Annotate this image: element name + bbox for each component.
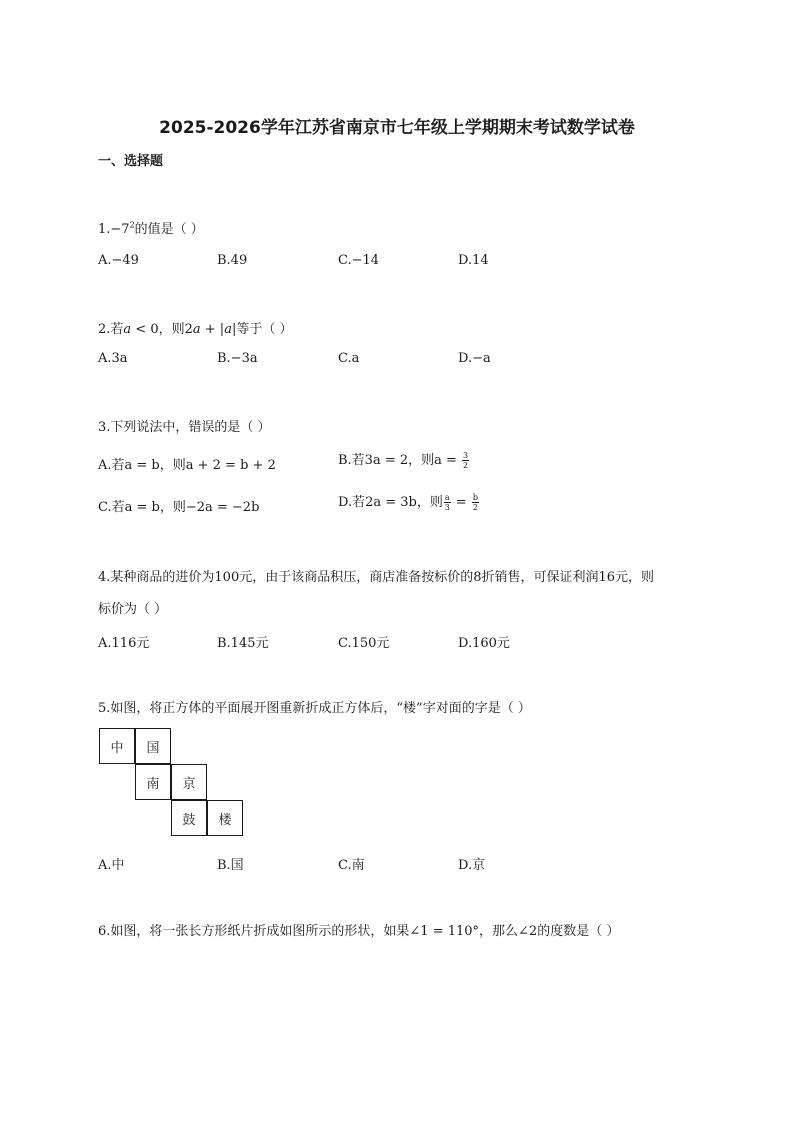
question-1-exponent: 2 [129,220,135,230]
cube-net-cell: 国 [135,728,171,764]
cube-net-cell: 京 [171,764,207,800]
question-3-option-d-text: D.若2a = 3b，则 [338,495,443,510]
question-2-stem [98,318,292,337]
question-2-text-1: < 0，则2 [131,322,193,337]
cube-net-figure [99,728,249,840]
question-3-option-d [338,491,480,512]
question-2-var: a [224,322,232,337]
question-4-option-c: C.150元 [338,636,390,651]
question-1-math: −7 [110,222,130,237]
fraction-numerator: b [472,493,478,502]
fraction-numerator: a [444,493,450,502]
fraction [472,493,479,512]
question-2-option-a: A.3a [98,351,128,366]
question-4-stem-line-1: 4.某种商品的进价为100元，由于该商品积压，商店准备按标价的8折销售，可保证利润16元，则 [98,570,655,585]
question-5-option-a: A.中 [98,858,125,873]
question-1-option-c: C.−14 [338,253,380,268]
fraction-denominator: 2 [463,461,469,470]
question-4-stem-line-2: 标价为（ ） [98,602,168,617]
question-5-stem: 5.如图，将正方体的平面展开图重新折成正方体后，“楼”字对面的字是（ ） [98,701,531,716]
question-2-text-3: |等于（ ） [231,322,293,337]
question-2-option-d: D.−a [458,351,491,366]
question-1-text: 的值是（ ） [134,222,204,237]
question-2-text-2: + | [200,322,225,337]
cube-net-cell: 南 [135,764,171,800]
section-heading: 一、选择题 [98,154,164,169]
question-4-option-a: A.116元 [98,636,150,651]
page-title: 2025-2026学年江苏省南京市七年级上学期期末考试数学试卷 [159,118,635,138]
question-1-option-d: D.14 [458,253,489,268]
question-3-option-b [338,449,470,470]
fraction-denominator: 3 [444,503,450,512]
question-3-option-b-text: B.若3a = 2，则a = [338,453,462,468]
cube-net-cell: 鼓 [171,800,207,836]
question-6-stem: 6.如图，将一张长方形纸片折成如图所示的形状，如果∠1 = 110°，那么∠2的度数是（ ） [98,924,620,939]
question-2-var: a [192,322,201,337]
question-1-option-a: A.−49 [98,253,139,268]
question-4-option-b: B.145元 [217,636,269,651]
question-5-option-c: C.南 [338,858,365,873]
fraction [444,493,451,512]
question-2-var: a [123,322,132,337]
equals-sign: = [451,495,471,510]
question-2-option-b: B.−3a [217,351,258,366]
cube-net-cell: 楼 [207,800,243,836]
question-2-option-c: C.a [338,351,360,366]
question-5-option-b: B.国 [217,858,244,873]
question-5-option-d: D.京 [458,858,486,873]
fraction [462,451,469,470]
question-1-stem [98,218,204,237]
question-1-number: 1. [98,222,111,237]
question-1-option-b: B.49 [217,253,248,268]
cube-net-cell: 中 [99,728,135,764]
question-2-number: 2.若 [98,322,124,337]
fraction-denominator: 2 [472,503,478,512]
question-3-stem: 3.下列说法中，错误的是（ ） [98,420,271,435]
question-3-option-c: C.若a = b，则−2a = −2b [98,500,260,515]
question-4-option-d: D.160元 [458,636,510,651]
question-3-option-a: A.若a = b，则a + 2 = b + 2 [98,458,276,473]
fraction-numerator: 3 [463,451,469,460]
